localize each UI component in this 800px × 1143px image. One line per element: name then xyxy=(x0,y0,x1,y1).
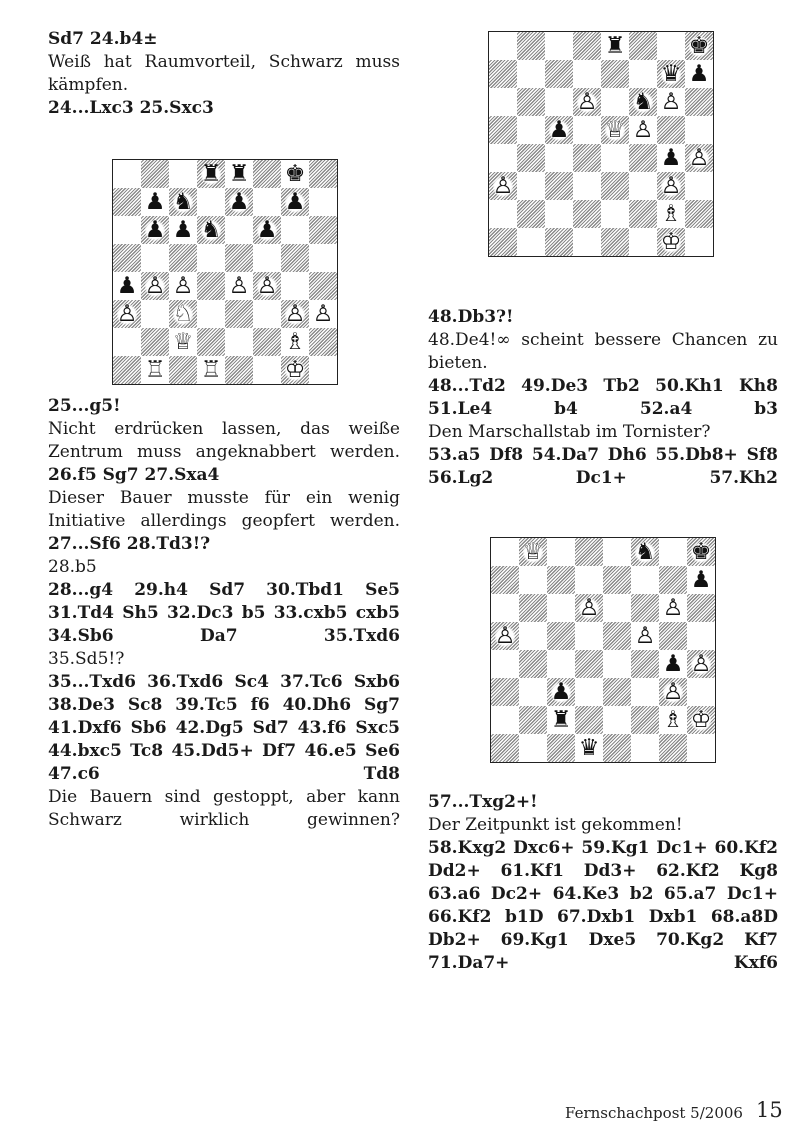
white-pawn-icon: ♙ xyxy=(172,272,194,299)
white-bishop-icon: ♗ xyxy=(660,200,682,227)
board-square xyxy=(629,228,657,256)
black-pawn-icon: ♟ xyxy=(660,144,682,171)
board-square xyxy=(281,160,309,188)
move-line: 28...g4 29.h4 Sd7 30.Tbd1 Se5 31.Td4 Sh5 32.Dc3 b5 33.cxb5 cxb5 34.Sb6 Da7 35.Txd6 xyxy=(48,580,400,646)
board-square xyxy=(685,144,713,172)
board-square xyxy=(197,216,225,244)
board-square xyxy=(657,172,685,200)
white-pawn-icon: ♙ xyxy=(660,88,682,115)
black-pawn-icon: ♟ xyxy=(284,188,306,215)
board-square xyxy=(545,88,573,116)
board-square xyxy=(113,300,141,328)
board-square xyxy=(545,60,573,88)
board-square xyxy=(657,32,685,60)
black-rook-icon: ♜ xyxy=(200,160,222,187)
board-square xyxy=(169,188,197,216)
board-square xyxy=(601,144,629,172)
board-square xyxy=(657,200,685,228)
board-square xyxy=(685,172,713,200)
board-square xyxy=(629,172,657,200)
board-square xyxy=(629,116,657,144)
board-square xyxy=(601,60,629,88)
comment-line: Dieser Bauer musste für ein wenig Initiative allerdings geopfert werden. xyxy=(48,488,400,531)
board-square xyxy=(545,116,573,144)
board-square xyxy=(601,200,629,228)
board-square xyxy=(601,116,629,144)
board-square xyxy=(253,216,281,244)
black-knight-icon: ♞ xyxy=(632,88,654,115)
board-square xyxy=(225,188,253,216)
board-square xyxy=(489,32,517,60)
board-square xyxy=(573,144,601,172)
white-pawn-icon: ♙ xyxy=(284,300,306,327)
board-square xyxy=(573,116,601,144)
white-pawn-icon: ♙ xyxy=(690,650,712,677)
board-square xyxy=(545,144,573,172)
board-square xyxy=(169,300,197,328)
board-square xyxy=(685,88,713,116)
board-square xyxy=(629,144,657,172)
board-square xyxy=(545,200,573,228)
black-pawn-icon: ♟ xyxy=(116,272,138,299)
board-square xyxy=(629,88,657,116)
board-square xyxy=(489,144,517,172)
board-square xyxy=(631,538,659,566)
white-rook-icon: ♖ xyxy=(200,356,222,383)
black-rook-icon: ♜ xyxy=(550,706,572,733)
board-square xyxy=(573,200,601,228)
board-square xyxy=(573,32,601,60)
white-pawn-icon: ♙ xyxy=(144,272,166,299)
white-bishop-icon: ♗ xyxy=(662,706,684,733)
black-pawn-icon: ♟ xyxy=(690,566,712,593)
board-square xyxy=(573,172,601,200)
board-square xyxy=(517,32,545,60)
board-square xyxy=(517,172,545,200)
white-pawn-icon: ♙ xyxy=(312,300,334,327)
board-square xyxy=(545,172,573,200)
board-square xyxy=(281,188,309,216)
board-square xyxy=(685,32,713,60)
board-square xyxy=(601,32,629,60)
board-square xyxy=(573,228,601,256)
white-pawn-icon: ♙ xyxy=(576,88,598,115)
board-square xyxy=(281,356,309,384)
white-queen-icon: ♕ xyxy=(172,328,194,355)
board-square xyxy=(197,356,225,384)
black-knight-icon: ♞ xyxy=(172,188,194,215)
black-pawn-icon: ♟ xyxy=(256,216,278,243)
white-king-icon: ♔ xyxy=(690,706,712,733)
board-square xyxy=(657,228,685,256)
board-square xyxy=(197,160,225,188)
board-square xyxy=(113,272,141,300)
board-square xyxy=(685,116,713,144)
white-rook-icon: ♖ xyxy=(144,356,166,383)
chess-diagram-2 xyxy=(488,31,714,257)
black-queen-icon: ♛ xyxy=(660,60,682,87)
board-square xyxy=(687,650,715,678)
board-square xyxy=(169,272,197,300)
left-column xyxy=(48,28,400,832)
move-line: 53.a5 Df8 54.Da7 Dh6 55.Db8+ Sf8 56.Lg2 Dc1+ 57.Kh2 xyxy=(428,445,778,488)
black-king-icon: ♚ xyxy=(688,32,710,59)
comment-line: Nicht erdrücken lassen, das weiße Zentrum muss angeknabbert werden. xyxy=(48,419,400,462)
board-square xyxy=(281,300,309,328)
black-rook-icon: ♜ xyxy=(604,32,626,59)
comment-line: Die Bauern sind gestoppt, aber kann Schwarz wirklich gewinnen? xyxy=(48,787,400,830)
comment-line: Den Marschallstab im Tornister? xyxy=(428,422,711,442)
board-square xyxy=(629,60,657,88)
board-square xyxy=(685,228,713,256)
board-square xyxy=(489,116,517,144)
white-pawn-icon: ♙ xyxy=(228,272,250,299)
move-line: 26.f5 Sg7 27.Sxa4 xyxy=(48,465,220,485)
black-king-icon: ♚ xyxy=(690,538,712,565)
move-line: 57...Txg2+! xyxy=(428,792,538,812)
white-queen-icon: ♕ xyxy=(522,538,544,565)
board-square xyxy=(629,32,657,60)
board-square xyxy=(253,272,281,300)
board-square xyxy=(225,272,253,300)
board-square xyxy=(601,228,629,256)
board-square xyxy=(547,706,575,734)
board-square xyxy=(601,172,629,200)
board-square xyxy=(659,594,687,622)
move-line: Sd7 24.b4± xyxy=(48,29,158,49)
board-square xyxy=(491,622,519,650)
white-pawn-icon: ♙ xyxy=(660,172,682,199)
white-pawn-icon: ♙ xyxy=(662,678,684,705)
white-pawn-icon: ♙ xyxy=(492,172,514,199)
black-pawn-icon: ♟ xyxy=(228,188,250,215)
board-square xyxy=(519,538,547,566)
black-knight-icon: ♞ xyxy=(634,538,656,565)
board-square xyxy=(309,300,337,328)
board-square xyxy=(517,144,545,172)
board-square xyxy=(659,678,687,706)
comment-line: 35.Sd5!? xyxy=(48,649,125,669)
board-square xyxy=(629,200,657,228)
black-pawn-icon: ♟ xyxy=(144,216,166,243)
board-square xyxy=(573,88,601,116)
board-square xyxy=(687,566,715,594)
comment-line: Der Zeitpunkt ist gekommen! xyxy=(428,815,683,835)
black-pawn-icon: ♟ xyxy=(688,60,710,87)
white-king-icon: ♔ xyxy=(660,228,682,255)
board-square xyxy=(657,60,685,88)
move-line: 27...Sf6 28.Td3!? xyxy=(48,534,211,554)
board-square xyxy=(545,32,573,60)
board-square xyxy=(489,172,517,200)
move-line: 24...Lxc3 25.Sxc3 xyxy=(48,98,214,118)
black-pawn-icon: ♟ xyxy=(144,188,166,215)
move-line: 25...g5! xyxy=(48,396,121,416)
board-square xyxy=(659,650,687,678)
board-square xyxy=(517,88,545,116)
move-line: 58.Kxg2 Dxc6+ 59.Kg1 Dc1+ 60.Kf2 Dd2+ 61.Kf1 Dd3+ 62.Kf2 Kg8 63.a6 Dc2+ 64.Ke3 b2 65.a7 Dc1+ 66.Kf2 b1D 67.Dxb1 Dxb1 68.a8D Db2+ 69.Kg1 Dxe5 70.Kg2 Kf7 71.Da7+ Kxf6 xyxy=(428,838,778,973)
move-line: 48...Td2 49.De3 Tb2 50.Kh1 Kh8 51.Le4 b4 52.a4 b3 xyxy=(428,376,778,419)
board-square xyxy=(281,328,309,356)
white-pawn-icon: ♙ xyxy=(256,272,278,299)
right-column xyxy=(428,306,778,975)
white-queen-icon: ♕ xyxy=(604,116,626,143)
white-pawn-icon: ♙ xyxy=(116,300,138,327)
board-square xyxy=(687,706,715,734)
board-square xyxy=(657,88,685,116)
black-pawn-icon: ♟ xyxy=(172,216,194,243)
comment-line: 28.b5 xyxy=(48,557,97,577)
board-square xyxy=(687,538,715,566)
board-square xyxy=(685,200,713,228)
move-line: 35...Txd6 36.Txd6 Sc4 37.Tc6 Sxb6 38.De3 Sc8 39.Tc5 f6 40.Dh6 Sg7 41.Dxf6 Sb6 42.Dg5 Sd7 43.f6 Sxc5 44.bxc5 Tc8 45.Dd5+ Df7 46.e5 Se6 47.c6 Td8 xyxy=(48,672,400,784)
board-square xyxy=(575,594,603,622)
black-rook-icon: ♜ xyxy=(228,160,250,187)
white-pawn-icon: ♙ xyxy=(662,594,684,621)
black-pawn-icon: ♟ xyxy=(662,650,684,677)
board-square xyxy=(141,216,169,244)
board-square xyxy=(169,328,197,356)
board-square xyxy=(489,60,517,88)
white-pawn-icon: ♙ xyxy=(578,594,600,621)
board-square xyxy=(141,356,169,384)
black-queen-icon: ♛ xyxy=(578,734,600,761)
board-square xyxy=(545,228,573,256)
board-square xyxy=(573,60,601,88)
board-square xyxy=(225,160,253,188)
board-square xyxy=(489,200,517,228)
board-square xyxy=(657,116,685,144)
board-square xyxy=(141,188,169,216)
board-square xyxy=(517,60,545,88)
board-square xyxy=(517,200,545,228)
white-king-icon: ♔ xyxy=(284,356,306,383)
board-square xyxy=(601,88,629,116)
comment-line: Weiß hat Raumvorteil, Schwarz muss kämpfen. xyxy=(48,52,400,95)
black-king-icon: ♚ xyxy=(284,160,306,187)
board-square xyxy=(631,622,659,650)
board-square xyxy=(489,228,517,256)
board-square xyxy=(685,60,713,88)
comment-line: 48.De4!∞ scheint bessere Chancen zu bieten. xyxy=(428,330,778,373)
white-pawn-icon: ♙ xyxy=(632,116,654,143)
white-knight-icon: ♘ xyxy=(172,300,194,327)
board-square xyxy=(141,272,169,300)
footer-journal-name: Fernschachpost 5/2006 xyxy=(565,1104,743,1122)
black-knight-icon: ♞ xyxy=(200,216,222,243)
board-square xyxy=(659,706,687,734)
white-pawn-icon: ♙ xyxy=(494,622,516,649)
board-square xyxy=(517,116,545,144)
white-bishop-icon: ♗ xyxy=(284,328,306,355)
board-square xyxy=(547,678,575,706)
board-square xyxy=(575,734,603,762)
black-pawn-icon: ♟ xyxy=(548,116,570,143)
board-square xyxy=(489,88,517,116)
page-number: 15 xyxy=(756,1098,783,1122)
move-line: 48.Db3?! xyxy=(428,307,514,327)
board-square xyxy=(517,228,545,256)
black-pawn-icon: ♟ xyxy=(550,678,572,705)
white-pawn-icon: ♙ xyxy=(688,144,710,171)
board-square xyxy=(169,216,197,244)
white-pawn-icon: ♙ xyxy=(634,622,656,649)
board-square xyxy=(657,144,685,172)
